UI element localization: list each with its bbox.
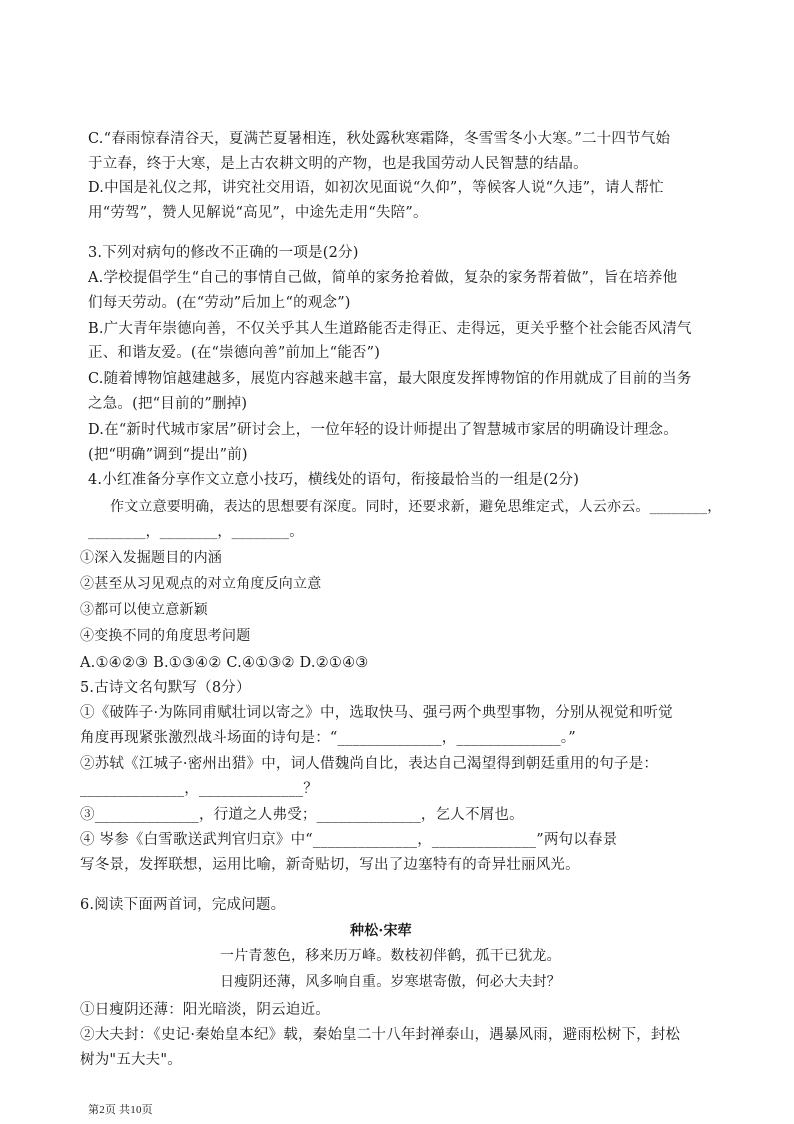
q6-note-1: ①日瘦阴还薄：阳光暗淡，阴云迫近。 bbox=[80, 1002, 330, 1018]
q3-option-c-line2: 之急。(把“目前的”删掉) bbox=[88, 396, 248, 412]
q6-stem: 6.阅读下面两首词，完成问题。 bbox=[80, 897, 286, 913]
q3-option-d-line1: D.在“新时代城市家居”研讨会上，一位年轻的设计师提出了智慧城市家居的明确设计理念。 bbox=[88, 422, 678, 438]
q5-part3-line1: ③______________，行道之人弗受；______________，乞人不屑也。 bbox=[80, 807, 524, 823]
page-number: 第2页 共10页 bbox=[88, 1104, 153, 1116]
q3-option-b-line1: B.广大青年崇德向善，不仅关乎其人生道路能否走得正、走得远，更关乎整个社会能否风清气 bbox=[88, 321, 692, 337]
q3-option-a-line2: 们每天劳动。(在“劳动”后加上“的观念”) bbox=[88, 295, 351, 311]
q4-item-1: ①深入发掘题目的内涵 bbox=[80, 550, 222, 566]
q4-item-3: ③都可以使立意新颖 bbox=[80, 602, 208, 618]
q4-passage-line1: 作文立意要明确，表达的思想要有深度。同时，还要求新，避免思维定式，人云亦云。________， bbox=[110, 499, 722, 515]
q4-passage-line2: ________，________，________。 bbox=[88, 524, 304, 540]
poem-line-2: 日瘦阴还薄，风多响自重。岁寒堪寄傲，何必大夫封？ bbox=[220, 974, 561, 990]
q3-stem: 3.下列对病句的修改不正确的一项是(2分) bbox=[88, 245, 359, 261]
q6-note-2-line1: ②大夫封：《史记·秦始皇本纪》载，秦始皇二十八年封禅泰山，遇暴风雨，避雨松树下，封松 bbox=[80, 1027, 681, 1043]
poem-line-1: 一片青葱色，移来历万峰。数枝初伴鹤，孤干已犹龙。 bbox=[220, 948, 561, 964]
q2-option-c-line2: 于立春，终于大寒，是上古农耕文明的产物，也是我国劳动人民智慧的结晶。 bbox=[88, 156, 588, 172]
q4-item-4: ④变换不同的角度思考问题 bbox=[80, 628, 251, 644]
q4-stem: 4.小红准备分享作文立意小技巧，横线处的语句，衔接最恰当的一组是(2分) bbox=[88, 472, 580, 488]
q5-part1-line2: 角度再现紧张激烈战斗场面的诗句是：“______________，______________。” bbox=[80, 730, 576, 746]
q4-item-2: ②甚至从习见观点的对立角度反向立意 bbox=[80, 576, 322, 592]
q3-option-d-line2: (把“明确”调到“提出”前) bbox=[88, 447, 248, 463]
q5-part2-line1: ②苏轼《江城子·密州出猎》中，词人借魏尚自比，表达自己渴望得到朝廷重用的句子是： bbox=[80, 756, 659, 772]
q3-option-a-line1: A.学校提倡学生“自己的事情自己做，简单的家务抢着做，复杂的家务帮着做”，旨在培养他 bbox=[88, 270, 678, 286]
q5-part1-line1: ①《破阵子·为陈同甫赋壮词以寄之》中，选取快马、强弓两个典型事物，分别从视觉和听觉 bbox=[80, 705, 673, 721]
q3-option-c-line1: C.随着博物馆越建越多，展览内容越来越丰富，最大限度发挥博物馆的作用就成了目前的当务 bbox=[88, 371, 692, 387]
q5-stem: 5.古诗文名句默写（8分） bbox=[80, 680, 251, 696]
poem-title: 种松·宋荦 bbox=[350, 923, 412, 939]
q3-option-b-line2: 正、和谐友爱。(在“崇德向善”前加上“能否”) bbox=[88, 345, 381, 361]
q5-part2-line2: ______________，______________？ bbox=[80, 781, 318, 797]
q5-part4-line1: ④ 岑参《白雪歌送武判官归京》中“______________，______________”两句以春景 bbox=[80, 832, 618, 848]
q5-part4-line2: 写冬景，发挥联想，运用比喻，新奇贴切，写出了边塞特有的奇异壮丽风光。 bbox=[80, 857, 580, 873]
q2-option-d-line1: D.中国是礼仪之邦，讲究社交用语，如初次见面说“久仰”，等候客人说“久违”，请人帮忙 bbox=[88, 180, 664, 196]
q2-option-c-line1: C.“春雨惊春清谷天，夏满芒夏暑相连，秋处露秋寒霜降，冬雪雪冬小大寒。”二十四节气始 bbox=[88, 131, 671, 147]
q2-option-d-line2: 用“劳驾”，赞人见解说“高见”，中途先走用“失陪”。 bbox=[88, 205, 428, 221]
q4-options: A.①④②③ B.①③④② C.④①③② D.②①④③ bbox=[80, 655, 369, 671]
q6-note-2-line2: 树为"五大夫"。 bbox=[80, 1052, 182, 1068]
